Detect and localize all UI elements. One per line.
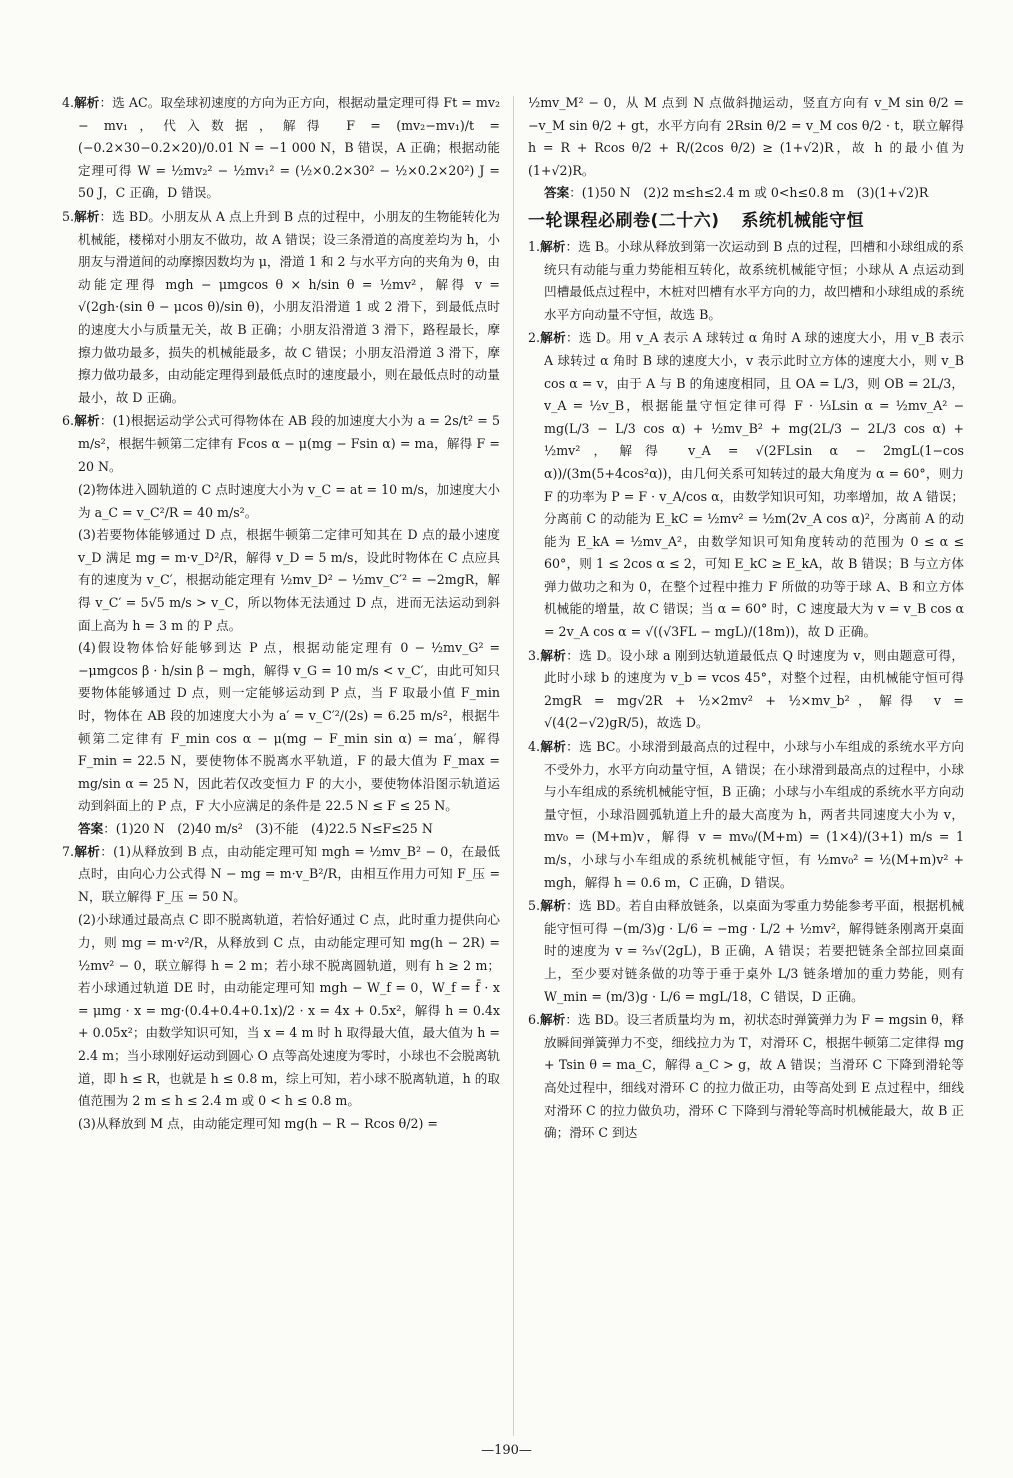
analysis-text: ：选 BD。小朋友从 A 点上升到 B 点的过程中，小朋友的生物能转化为机械能，楼梯对小朋友不做功，故 A 错误；设三条滑道的高度差均为 h，小朋友与滑道间的动摩擦因数均为 μ，滑道 1 和 2 与水平方向的夹角为 θ，由动能定理得 mgh − μmgcos θ × h/sin θ = ½mv²，解得 v = √(2gh·(sin θ − μcos θ)/sin θ)，小朋友沿滑道 1 或 2 滑下，到最低点时的速度大小与质量无关，故 B 正确；小朋友沿滑道 3 滑下，路程最长，摩擦力做功最多，损失的机械能最多，故 C 错误；小朋友沿滑道 3 滑下，摩擦力做功最多，由动能定理得到最低点时的速度最小，则在最低点时的动量最小，故 D 正确。 xyxy=(78,208,501,405)
item-number: 4. xyxy=(62,95,75,110)
answer-item-5 xyxy=(528,895,964,1008)
item-number: 5. xyxy=(62,208,75,224)
analysis-label: 解析 xyxy=(74,208,100,224)
left-column xyxy=(62,92,500,1135)
answer-item-4 xyxy=(62,92,500,205)
analysis-text: ：选 BC。小球滑到最高点的过程中，小球与小车组成的系统水平方向不受外力，水平方向动量守恒，A 错误；在小球滑到最高点的过程中，小球与小车组成的系统机械能守恒，B 正确；小球与小车组成的系统水平方向动量守恒，小球沿圆弧轨道上升的最大高度为 h，两者共同速度大小为 v，mv₀ = (M+m)v，解得 v = mv₀/(M+m) = (1×4)/(3+1) m/s = 1 m/s，小球与小车组成的系统机械能守恒，有 ½mv₀² = ½(M+m)v² + mgh，解得 h = 0.6 m，C 正确，D 错误。 xyxy=(544,739,964,890)
column-divider xyxy=(513,96,514,1436)
item-number: 5. xyxy=(528,898,541,914)
page-number: —190— xyxy=(481,1443,532,1458)
analysis-text: ：选 AC。取垒球初速度的方向为正方向，根据动量定理可得 Ft = mv₂ − mv₁，代入数据，解得 F = (mv₂−mv₁)/t = (−0.2×30−0.2×20)/0.01 N = −1 000 N，B 错误，A 正确；根据动能定理可得 W = ½mv₂² − ½mv₁² = (½×0.2×30² − ½×0.2×20²) J = 50 J，C 正确，D 错误。 xyxy=(78,95,500,201)
sub-question-text: (4)假设物体恰好能够到达 P 点，根据动能定理有 0 − ½mv_G² = −μmgcos β · h/sin β − mgh，解得 v_G = 10 m/s < v_C′，由此可知只要物体能够通过 D 点，则一定能够运动到 P 点，当 F 取最小值 F_min 时，物体在 AB 段的加速度大小为 a′ = v_C′²/(2s) = 6.25 m/s²，根据牛顿第二定律有 F_min cos α − μ(mg − F_min sin α) = ma′，解得 F_min = 22.5 N，要使物体不脱离水平轨道，F 的最大值为 F_max = mg/sin α = 25 N，因此若仅改变恒力 F 的大小，要使物体沿图示轨道运动到斜面上的 P 点，F 大小应满足的条件是 22.5 N ≤ F ≤ 25 N。 xyxy=(78,640,500,814)
right-column xyxy=(528,92,964,1146)
answer-text: ：(1)20 N (2)40 m/s² (3)不能 (4)22.5 N≤F≤25 N xyxy=(103,821,433,836)
analysis-text: ：选 D。设小球 a 刚到达轨道最低点 Q 时速度为 v，则由题意可得，此时小球 b 的速度为 v_b = vcos 45°，对整个过程，由机械能守恒可得 2mgR = mg√2R + ½×2mv² + ½×mv_b²，解得 v = √(4(2−√2)gR/5)，故选 D。 xyxy=(544,647,964,731)
analysis-label: 解析 xyxy=(540,330,566,346)
item-number: 7. xyxy=(62,843,75,859)
analysis-text: ：选 B。小球从释放到第一次运动到 B 点的过程，凹槽和小球组成的系统只有动能与重力势能相互转化，故系统机械能守恒；小球从 A 点运动到凹槽最低点过程中，木桩对凹槽有水平方向的力，故凹槽和小球组成的系统水平方向动量不守恒，故选 B。 xyxy=(544,238,964,322)
section-heading-series: 一轮课程必刷卷(二十六) xyxy=(528,210,720,231)
analysis-text: ：(1)从释放到 B 点，由动能定理可知 mgh = ½mv_B² − 0，在最低点时，由向心力公式得 N − mg = m·v_B²/R，由相互作用力可知 F_压 = N，联立解得 F_压 = 50 N。 xyxy=(78,843,501,904)
analysis-label: 解析 xyxy=(74,843,101,859)
analysis-text: ：选 BD。若自由释放链条，以桌面为零重力势能参考平面，根据机械能守恒可得 −(m/3)g · L/6 = −mg · L/2 + ½mv²，解得链条刚离开桌面时的速度为 v = ⅔√(2gL)，B 正确，A 错误；若要把链条全部拉回桌面上，至少要对链条做的功等于垂于桌外 L/3 链条增加的重力势能，则有 W_min = (m/3)g · L/6 = mgL/18，C 错误，D 正确。 xyxy=(544,898,965,1004)
sub-question-text: (3)从释放到 M 点，由动能定理可知 mg(h − R − Rcos θ/2) = xyxy=(78,1115,438,1131)
answer-label: 答案 xyxy=(78,821,104,836)
answer-item-3 xyxy=(528,645,964,735)
analysis-label: 解析 xyxy=(540,238,566,254)
section-heading-title: 系统机械能守恒 xyxy=(741,210,865,231)
item-number: 3. xyxy=(528,647,541,663)
continued-text: ½mv_M² − 0，从 M 点到 N 点做斜抛运动，竖直方向有 v_M sin θ/2 = −v_M sin θ/2 + gt，水平方向有 2Rsin θ/2 = v_M cos θ/2 · t，联立解得 h = R + Rcos θ/2 + R/(2cos θ/2) ≥ (1+√2)R，故 h 的最小值为 (1+√2)R。 xyxy=(528,95,964,178)
item-number: 6. xyxy=(528,1012,541,1028)
answer-item-2 xyxy=(528,327,964,643)
item-number: 1. xyxy=(528,238,541,254)
answer-item-5 xyxy=(62,206,500,409)
analysis-label: 解析 xyxy=(74,413,100,429)
answer-line xyxy=(62,818,500,841)
item-number: 2. xyxy=(528,330,541,346)
answer-text: ：(1)50 N (2)2 m≤h≤2.4 m 或 0<h≤0.8 m (3)(1+√2)R xyxy=(569,185,929,201)
answer-item-6 xyxy=(528,1009,964,1145)
item-number: 6. xyxy=(62,413,75,429)
sub-question-text: (2)小球通过最高点 C 即不脱离轨道，若恰好通过 C 点，此时重力提供向心力，则 mg = m·v²/R，从释放到 C 点，由动能定理可知 mg(h − 2R) = ½mv² − 0，联立解得 h = 2 m；若小球不脱离圆轨道，则有 h ≥ 2 m；若小球通过轨道 DE 时，由动能定理可知 mgh − W_f = 0，W_f = f̄ · x = μmg · x = mg·(0.4+0.4+0.1x)/2 · x = 4x + 0.5x²，解得 h = 0.4x + 0.05x²；由数学知识可知，当 x = 4 m 时 h 取得最大值，最大值为 h = 2.4 m；当小球刚好运动到圆心 O 点等高处速度为零时，小球也不会脱离轨道，即 h ≤ R，也就是 h ≤ 0.8 m，综上可知，若小球不脱离轨道，h 的取值范围为 2 m ≤ h ≤ 2.4 m 或 0 < h ≤ 0.8 m。 xyxy=(78,912,500,1109)
analysis-text: ：(1)根据运动学公式可得物体在 AB 段的加速度大小为 a = 2s/t² = 5 m/s²，根据牛顿第二定律有 Fcos α − μ(mg − Fsin α) = ma，解得 F = 20 N。 xyxy=(78,413,500,474)
analysis-label: 解析 xyxy=(540,1012,566,1028)
analysis-label: 解析 xyxy=(540,898,567,914)
answer-item-1 xyxy=(528,236,964,326)
answer-item-6 xyxy=(62,410,500,478)
item-number: 4. xyxy=(528,739,541,755)
analysis-label: 解析 xyxy=(74,95,100,110)
answer-label: 答案 xyxy=(544,185,570,201)
sub-question-text: (3)若要物体能够通过 D 点，根据牛顿第二定律可知其在 D 点的最小速度 v_D 满足 mg = m·v_D²/R，解得 v_D = 5 m/s，设此时物体在 C 点应具有的速度为 v_C′，根据动能定理有 ½mv_D² − ½mv_C′² = −2mgR，解得 v_C′ = 5√5 m/s > v_C，所以物体无法通过 D 点，进而无法运动到斜面上高为 h = 3 m 的 P 点。 xyxy=(78,527,500,633)
sub-question-text: (2)物体进入圆轨道的 C 点时速度大小为 v_C = at = 10 m/s，加速度大小为 a_C = v_C²/R = 40 m/s²。 xyxy=(78,482,500,520)
analysis-text: ：选 BD。设三者质量均为 m，初状态时弹簧弹力为 F = mgsin θ，释放瞬间弹簧弹力不变，细线拉力为 T，对滑环 C，根据牛顿第二定律得 mg + Tsin θ = ma_C，解得 a_C > g，故 A 错误；当滑环 C 下降到滑轮等高处过程中，细线对滑环 C 的拉力做正功，由等高处到 E 点过程中，细线对滑环 C 的拉力做负功，滑环 C 下降到与滑轮等高时机械能最大，故 B 正确；滑环 C 到达 xyxy=(544,1012,965,1141)
analysis-text: ：选 D。用 v_A 表示 A 球转过 α 角时 A 球的速度大小，用 v_B 表示 A 球转过 α 角时 B 球的速度大小，v 表示此时立方体的速度大小，则 v_B cos α = v，由于 A 与 B 的角速度相同，且 OA = L/3，则 OB = 2L/3，v_A = ½v_B，根据能量守恒定律可得 F · ⅓Lsin α = ½mv_A² − mg(L/3 − L/3 cos α) + ½mv_B² + mg(2L/3 − 2L/3 cos α) + ½mv²，解得 v_A = √(2FLsin α − 2mgL(1−cos α))/(3m(5+4cos²α))，由几何关系可知转过的最大角度为 α = 60°，则力 F 的功率为 P = F · v_A/cos α，由数学知识可知，功率增加，故 A 错误；分离前 C 的动能为 E_kC = ½mv² = ½m(2v_A cos α)²，分离前 A 的动能为 E_kA = ½mv_A²，由数学知识可知角度转动的范围为 0 ≤ α ≤ 60°，则 1 ≤ 2cos α ≤ 2，可知 E_kC ≥ E_kA，故 B 错误；B 与立方体弹力做功之和为 0，在整个过程中推力 F 所做的功等于球 A、B 和立方体机械能的增量，故 C 错误；当 α = 60° 时，C 速度最大为 v = v_B cos α = 2v_A cos α = √((√3FL − mgL)/(18m))，故 D 正确。 xyxy=(544,330,965,640)
section-heading xyxy=(528,208,964,234)
analysis-label: 解析 xyxy=(540,647,567,663)
analysis-label: 解析 xyxy=(540,739,567,755)
answer-item-7 xyxy=(62,841,500,909)
answer-item-4 xyxy=(528,736,964,894)
answer-line xyxy=(528,182,964,205)
